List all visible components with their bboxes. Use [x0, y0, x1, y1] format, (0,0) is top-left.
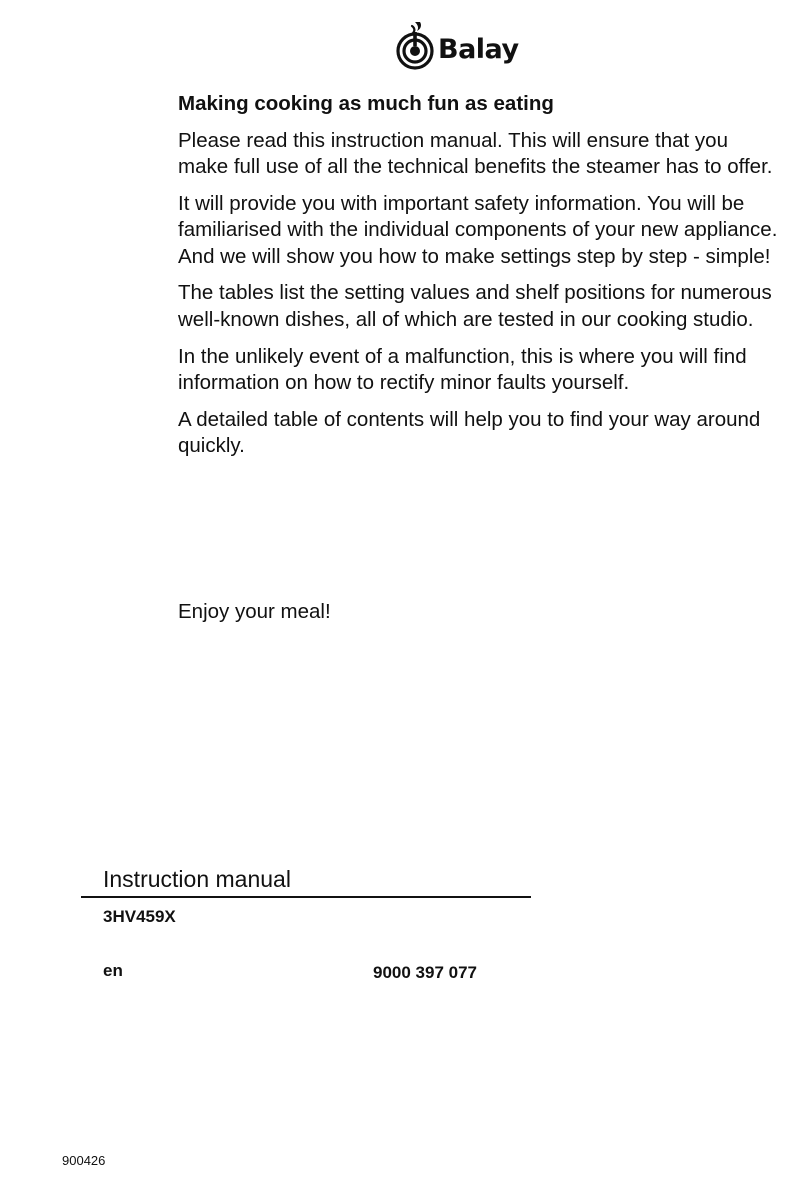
footer-code: 900426 [62, 1153, 106, 1168]
intro-paragraph: The tables list the setting values and shelf positions for numerous well-known dishes, all of which are tested in our cooking studio. [178, 281, 772, 331]
intro-paragraph: A detailed table of contents will help you to find your way around quickly. [178, 407, 761, 457]
title-divider [81, 896, 531, 898]
brand-logo [394, 20, 519, 70]
document-title: Instruction manual [103, 866, 291, 892]
intro-paragraph: It will provide you with important safety information. You will be familiarised with the individual components of your new appliance. And we will show you how to make settings step by step - simple! [178, 192, 778, 268]
balay-flame-logo-icon [394, 20, 436, 70]
model-number: 3HV459X [103, 907, 176, 926]
intro-paragraph: In the unlikely event of a malfunction, this is where you will find information on how to rectify minor faults yourself. [178, 344, 747, 394]
document-number: 9000 397 077 [373, 963, 477, 982]
intro-heading: Making cooking as much fun as eating [178, 92, 554, 115]
brand-name: Balay [438, 33, 519, 65]
intro-paragraph: Please read this instruction manual. This will ensure that you make full use of all the technical benefits the steamer has to offer. [178, 129, 773, 179]
closing-line: Enjoy your meal! [178, 600, 331, 623]
language-code: en [103, 961, 123, 980]
intro-section [178, 91, 778, 470]
